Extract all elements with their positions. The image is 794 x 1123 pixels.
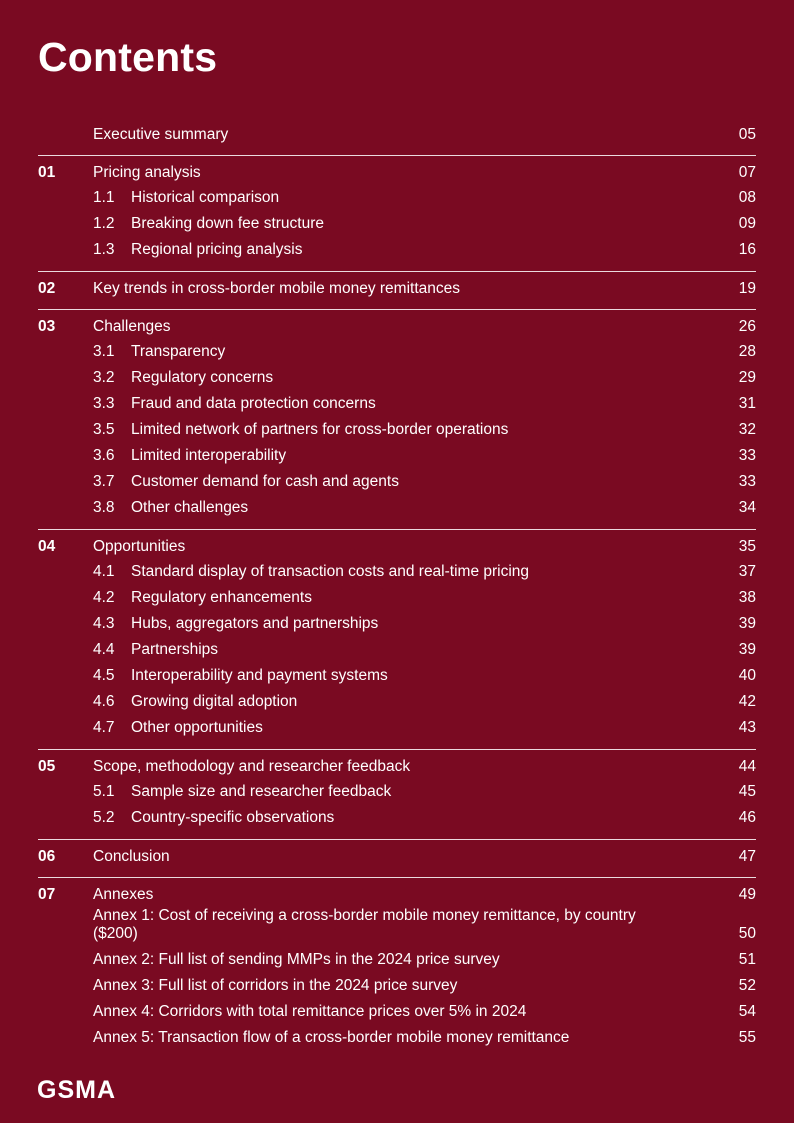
- subentry-label: [93, 999, 706, 1025]
- subsection-title: Other challenges: [131, 499, 249, 516]
- toc-subentry[interactable]: [38, 365, 756, 391]
- page-number: 47: [738, 848, 756, 865]
- toc-subentry[interactable]: [38, 211, 756, 237]
- section-title: Conclusion: [93, 848, 170, 865]
- subsection-number: 3.2: [93, 369, 115, 386]
- subsection-number: 3.6: [93, 447, 115, 464]
- page-number: 33: [738, 447, 756, 464]
- section-number: 04: [38, 538, 56, 555]
- toc-subentry[interactable]: [38, 1025, 756, 1051]
- toc-section: [38, 530, 756, 750]
- page-number: 09: [738, 215, 756, 232]
- subentry-label: [93, 611, 706, 637]
- subsection-title: Historical comparison: [131, 189, 280, 206]
- subsection-number: 3.1: [93, 343, 115, 360]
- subentry-label: [93, 365, 706, 391]
- toc-subentry[interactable]: [38, 469, 756, 495]
- subsection-title: Standard display of transaction costs and real-time pricing: [131, 563, 530, 580]
- subsection-number: 3.5: [93, 421, 115, 438]
- toc-subentry[interactable]: [38, 637, 756, 663]
- subsection-title: Breaking down fee structure: [131, 215, 324, 232]
- page-number: 39: [738, 641, 756, 658]
- subsection-number: 5.1: [93, 783, 115, 800]
- page-number: 37: [738, 563, 756, 580]
- section-number: 06: [38, 848, 56, 865]
- subsection-title: Regional pricing analysis: [131, 241, 303, 258]
- page-number: 35: [738, 538, 756, 555]
- toc-section: [38, 840, 756, 878]
- toc-subentry[interactable]: [38, 973, 756, 999]
- page-number: 07: [738, 164, 756, 181]
- subentry-label: [93, 469, 706, 495]
- section-number: 01: [38, 164, 56, 181]
- subsection-number: 3.3: [93, 395, 115, 412]
- section-title: Key trends in cross-border mobile money remittances: [93, 280, 460, 297]
- subentry-label: [93, 391, 706, 417]
- toc-entry[interactable]: [38, 755, 756, 779]
- subsection-title: Annex 4: Corridors with total remittance prices over 5% in 2024: [93, 1003, 527, 1020]
- subentry-label: [93, 663, 706, 689]
- subsection-number: 5.2: [93, 809, 115, 826]
- subsection-title: Regulatory concerns: [131, 369, 274, 386]
- toc-entry[interactable]: [38, 315, 756, 339]
- subentry-label: [93, 947, 706, 973]
- subentry-label: [93, 237, 706, 263]
- subsection-number: 4.7: [93, 719, 115, 736]
- subsection-title: Interoperability and payment systems: [131, 667, 388, 684]
- subentry-label: [93, 1025, 706, 1051]
- toc-subentry[interactable]: [38, 715, 756, 741]
- subentry-label: [93, 495, 706, 521]
- subsection-title: Regulatory enhancements: [131, 589, 312, 606]
- toc-subentry[interactable]: [38, 689, 756, 715]
- toc-subentry[interactable]: [38, 779, 756, 805]
- subentry-label: [93, 585, 706, 611]
- subentry-label: [93, 907, 706, 947]
- subsection-number: 4.4: [93, 641, 115, 658]
- page-number: 29: [738, 369, 756, 386]
- toc-subentry[interactable]: [38, 947, 756, 973]
- subsection-title: Limited interoperability: [131, 447, 287, 464]
- subsection-number: 4.2: [93, 589, 115, 606]
- page-number: 31: [738, 395, 756, 412]
- subentry-label: [93, 689, 706, 715]
- gsma-logo: GSMA: [37, 1076, 116, 1104]
- page-number: 54: [738, 1003, 756, 1020]
- page-number: 52: [738, 977, 756, 994]
- section-title: Executive summary: [93, 126, 229, 143]
- page-number: 55: [738, 1029, 756, 1046]
- toc-section: [38, 878, 756, 1059]
- subentry-label: [93, 185, 706, 211]
- page-number: 43: [738, 719, 756, 736]
- page-number: 46: [738, 809, 756, 826]
- subsection-title: Partnerships: [131, 641, 219, 658]
- toc-section: [38, 118, 756, 156]
- subentry-label: [93, 715, 706, 741]
- subsection-title: Annex 2: Full list of sending MMPs in the 2024 price survey: [93, 951, 500, 968]
- toc-entry[interactable]: [38, 161, 756, 185]
- toc-section: [38, 750, 756, 840]
- toc-section: [38, 272, 756, 310]
- page-number: 34: [738, 499, 756, 516]
- toc-subentry[interactable]: [38, 495, 756, 521]
- subentry-label: [93, 637, 706, 663]
- subsection-title: Sample size and researcher feedback: [131, 783, 392, 800]
- page-number: 51: [738, 951, 756, 968]
- toc-subentry[interactable]: [38, 663, 756, 689]
- toc-subentry[interactable]: [38, 185, 756, 211]
- subsection-number: 3.7: [93, 473, 115, 490]
- subsection-title: Annex 3: Full list of corridors in the 2024 price survey: [93, 977, 458, 994]
- toc-subentry[interactable]: [38, 805, 756, 831]
- section-title: Annexes: [93, 886, 154, 903]
- subsection-number: 4.3: [93, 615, 115, 632]
- subentry-label: [93, 443, 706, 469]
- page-number: 42: [738, 693, 756, 710]
- subsection-title: Limited network of partners for cross-border operations: [131, 421, 509, 438]
- section-title: Scope, methodology and researcher feedback: [93, 758, 411, 775]
- page-number: 08: [738, 189, 756, 206]
- subsection-number: 1.1: [93, 189, 115, 206]
- toc-section: [38, 310, 756, 530]
- page-number: 45: [738, 783, 756, 800]
- section-number: 07: [38, 886, 56, 903]
- subsection-title: Customer demand for cash and agents: [131, 473, 399, 490]
- subentry-label: [93, 805, 706, 831]
- subsection-number: 4.5: [93, 667, 115, 684]
- section-number: 05: [38, 758, 56, 775]
- subsection-title: Country-specific observations: [131, 809, 335, 826]
- subentry-label: [93, 973, 706, 999]
- subsection-title: Hubs, aggregators and partnerships: [131, 615, 379, 632]
- subsection-number: 4.6: [93, 693, 115, 710]
- toc-entry[interactable]: [38, 277, 756, 301]
- toc-section: [38, 156, 756, 272]
- toc-entry[interactable]: [38, 535, 756, 559]
- toc-subentry[interactable]: [38, 391, 756, 417]
- subsection-title: Other opportunities: [131, 719, 263, 736]
- page-number: 38: [738, 589, 756, 606]
- toc-subentry[interactable]: [38, 443, 756, 469]
- page-number: 19: [738, 280, 756, 297]
- section-title: Opportunities: [93, 538, 186, 555]
- page-title: Contents: [38, 34, 218, 80]
- subentry-label: [93, 211, 706, 237]
- page-number: 39: [738, 615, 756, 632]
- toc-subentry[interactable]: [38, 559, 756, 585]
- section-title: Challenges: [93, 318, 171, 335]
- page-number: 28: [738, 343, 756, 360]
- subsection-number: 3.8: [93, 499, 115, 516]
- section-title: Pricing analysis: [93, 164, 201, 181]
- subentry-label: [93, 559, 706, 585]
- section-number: 02: [38, 280, 56, 297]
- toc-subentry[interactable]: [38, 999, 756, 1025]
- toc-entry[interactable]: [38, 883, 756, 907]
- page-number: 33: [738, 473, 756, 490]
- subsection-title: Growing digital adoption: [131, 693, 298, 710]
- page-number: 05: [738, 126, 756, 143]
- toc-subentry[interactable]: [38, 237, 756, 263]
- subsection-number: 4.1: [93, 563, 115, 580]
- subentry-label: [93, 417, 706, 443]
- subsection-number: 1.2: [93, 215, 115, 232]
- page-number: 32: [738, 421, 756, 438]
- table-of-contents: [38, 118, 756, 1059]
- page-number: 40: [738, 667, 756, 684]
- toc-entry[interactable]: [38, 845, 756, 869]
- page-number: 50: [738, 925, 756, 942]
- subsection-title: Annex 5: Transaction flow of a cross-border mobile money remittance: [93, 1029, 570, 1046]
- toc-entry[interactable]: [38, 123, 756, 147]
- page-number: 16: [738, 241, 756, 258]
- subsection-title: Fraud and data protection concerns: [131, 395, 376, 412]
- toc-subentry[interactable]: [38, 907, 756, 947]
- page-number: 49: [738, 886, 756, 903]
- toc-subentry[interactable]: [38, 611, 756, 637]
- page-number: 26: [738, 318, 756, 335]
- toc-subentry[interactable]: [38, 339, 756, 365]
- toc-subentry[interactable]: [38, 585, 756, 611]
- subsection-number: 1.3: [93, 241, 115, 258]
- page-number: 44: [738, 758, 756, 775]
- subentry-label: [93, 779, 706, 805]
- subentry-label: [93, 339, 706, 365]
- toc-subentry[interactable]: [38, 417, 756, 443]
- section-number: 03: [38, 318, 56, 335]
- subsection-title: Annex 1: Cost of receiving a cross-border mobile money remittance, by country ($200): [93, 907, 636, 942]
- subsection-title: Transparency: [131, 343, 226, 360]
